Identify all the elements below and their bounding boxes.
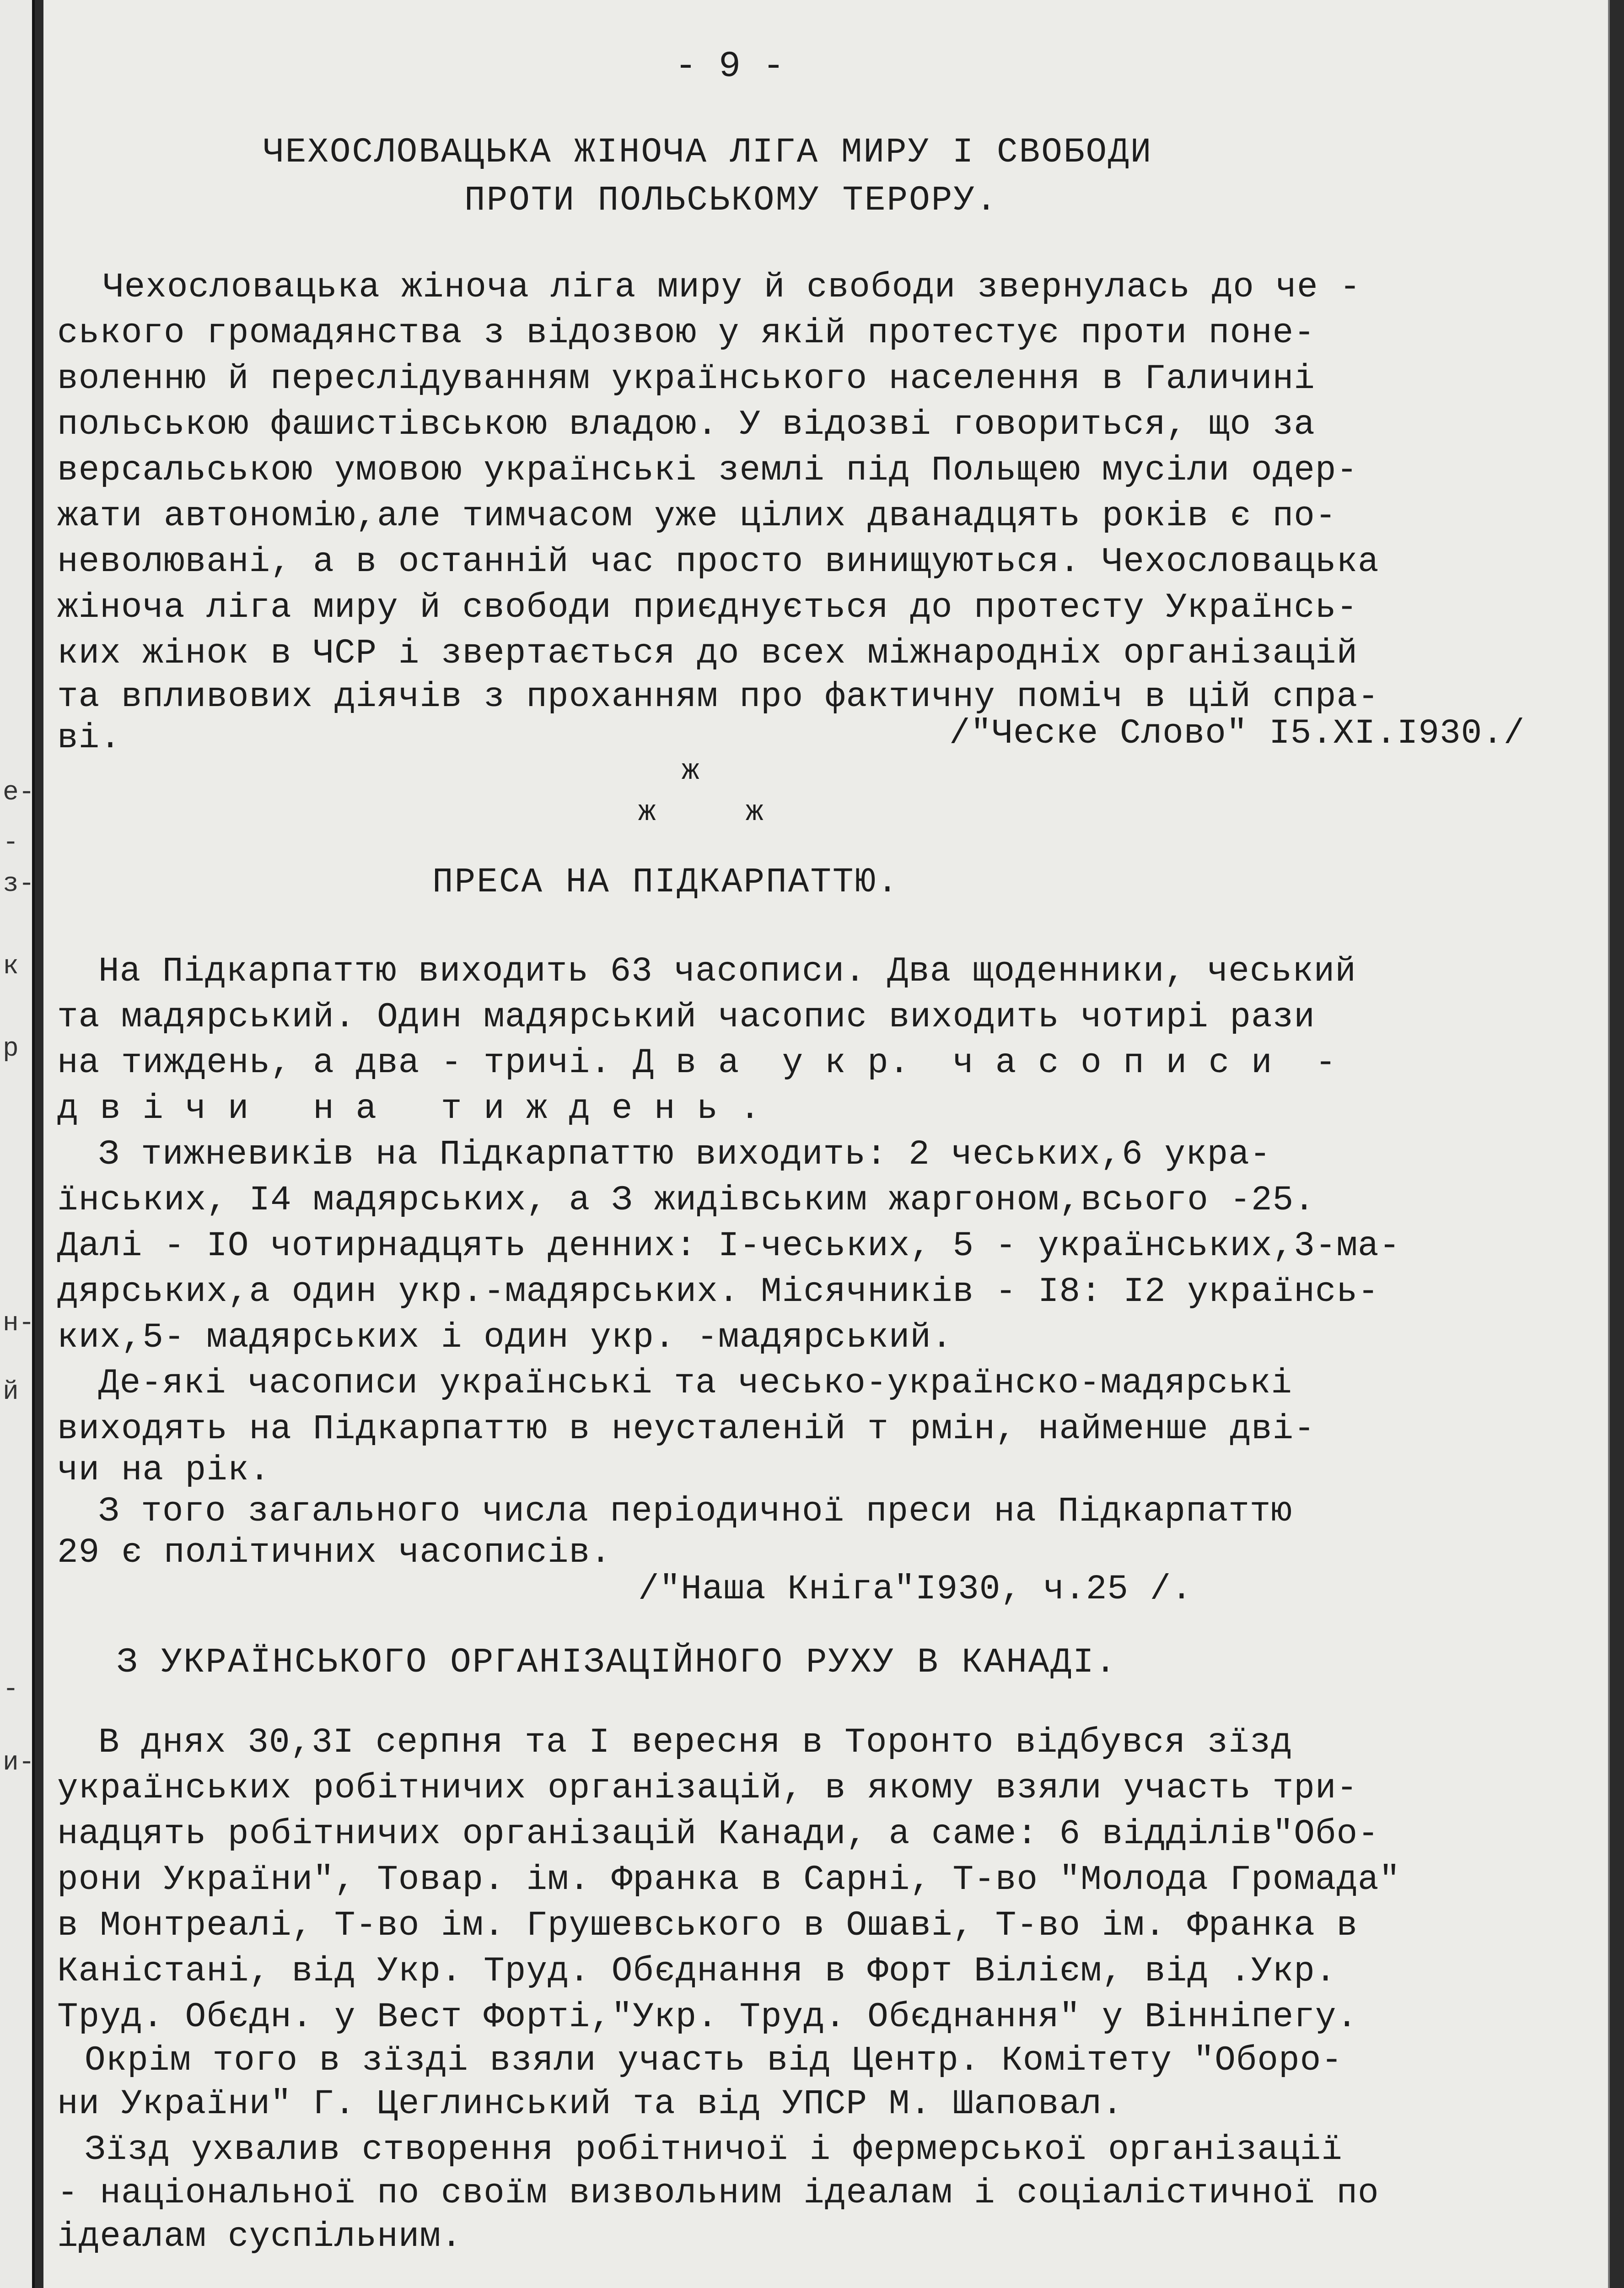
- body-line: жіноча ліга миру й свободи приєднується до протесту Українсь-: [57, 588, 1358, 627]
- body-line: На Підкарпаттю виходить 63 часописи. Два щоденники, чеський: [98, 952, 1356, 991]
- body-line: та мадярський. Один мадярський часопис виходить чотирі рази: [57, 998, 1315, 1037]
- body-line: ких,5- мадярських і один укр. -мадярський.: [57, 1318, 953, 1357]
- body-line: неволювані, а в останній час просто винищуються. Чехословацька: [57, 542, 1379, 582]
- margin-fragment: р: [3, 1034, 19, 1064]
- body-line: та впливових діячів з проханням про фактичну поміч в цій спра-: [57, 677, 1379, 717]
- margin-fragment: е-: [3, 778, 35, 808]
- body-line: в Монтреалі, Т-во ім. Грушевського в Ошаві, Т-во ім. Франка в: [57, 1906, 1358, 1945]
- body-line: Труд. Обєдн. у Вест Форті,"Укр. Труд. Обєднання" у Вінніпегу.: [57, 1997, 1358, 2037]
- body-line: ідеалам суспільним.: [57, 2217, 462, 2256]
- body-line: В днях 30,3I серпня та I вересня в Торонто відбувся зїзд: [98, 1723, 1293, 1762]
- separator-mark: ж: [682, 755, 699, 788]
- body-line: д в і ч и н а т и ж д е н ь .: [57, 1089, 761, 1128]
- body-line: 29 є політичних часописів.: [57, 1533, 612, 1572]
- source-citation: /"Наша Кніга"I930, ч.25 /.: [638, 1570, 1193, 1609]
- margin-fragment: -: [3, 828, 19, 858]
- margin-fragment: з-: [3, 869, 35, 899]
- body-line: ського громадянства з відозвою у якій протестує проти поне-: [57, 313, 1315, 353]
- section1-title-line2: ПРОТИ ПОЛЬСЬКОМУ ТЕРОРУ.: [464, 181, 998, 220]
- section1-title-line1: ЧЕХОСЛОВАЦЬКА ЖІНОЧА ЛІГА МИРУ І СВОБОДИ: [263, 133, 1153, 172]
- section2-title: ПРЕСА НА ПІДКАРПАТТЮ.: [432, 863, 899, 902]
- separator-mark: ж: [746, 796, 764, 829]
- body-line: - національної по своїм визвольним ідеалам і соціалістичної по: [57, 2174, 1379, 2213]
- body-line: польською фашистівською владою. У відозві говориться, що за: [57, 405, 1315, 444]
- body-line: ни України" Г. Цеглинський та від УПСР М. Шаповал.: [57, 2084, 1124, 2124]
- previous-page-edge: [0, 0, 35, 2288]
- body-line: рони України", Товар. ім. Франка в Сарні, Т-во "Молода Громада": [57, 1860, 1401, 1899]
- margin-fragment: й: [3, 1377, 19, 1407]
- margin-fragment: -: [3, 1675, 19, 1705]
- body-line: Окрім того в зїзді взяли участь від Центр. Комітету "Оборо-: [85, 2041, 1343, 2080]
- section3-title: З УКРАЇНСЬКОГО ОРГАНІЗАЦІЙНОГО РУХУ В КАНАДІ.: [117, 1643, 1118, 1682]
- margin-fragment: н-: [3, 1309, 35, 1338]
- body-line: З тижневиків на Підкарпаттю виходить: 2 чеських,6 укра-: [98, 1135, 1271, 1174]
- margin-fragment: к: [3, 952, 19, 982]
- page-number: - 9 -: [675, 46, 785, 87]
- body-line: воленню й переслідуванням українського населення в Галичині: [57, 359, 1315, 399]
- margin-fragment: и-: [3, 1748, 35, 1778]
- body-line: їнських, I4 мадярських, а З жидівським жаргоном,всього -25.: [57, 1181, 1315, 1220]
- body-line: З того загального числа періодичної преси на Підкарпаттю: [98, 1492, 1293, 1531]
- body-line: Чехословацька жіноча ліга миру й свободи звернулась до че -: [103, 268, 1361, 307]
- body-line: дярських,а один укр.-мадярських. Місячників - I8: I2 українсь-: [57, 1272, 1379, 1311]
- body-line: ві.: [57, 718, 121, 758]
- body-line: версальською умовою українські землі під Польщею мусіли одер-: [57, 451, 1358, 490]
- body-line: на тиждень, а два - тричі. Д в а у к р. ч а с о п и с и -: [57, 1043, 1337, 1083]
- body-line: Де-які часописи українські та чесько-українско-мадярські: [98, 1364, 1293, 1403]
- body-line: жати автономію,але тимчасом уже цілих дванадцять років є по-: [57, 496, 1337, 536]
- body-line: ких жінок в ЧСР і звертається до всех міжнародніх організацій: [57, 634, 1358, 673]
- source-citation: /"Ческе Слово" I5.XI.I930./: [949, 714, 1525, 753]
- body-line: виходять на Підкарпаттю в неусталеній т рмін, найменше дві-: [57, 1409, 1315, 1449]
- body-line: українських робітничих організацій, в якому взяли участь три-: [57, 1769, 1358, 1808]
- separator-mark: ж: [638, 796, 656, 829]
- body-line: Каністані, від Укр. Труд. Обєднання в Форт Вілієм, від .Укр.: [57, 1952, 1337, 1991]
- body-line: Зїзд ухвалив створення робітничої і фермерської організації: [85, 2130, 1343, 2169]
- body-line: чи на рік.: [57, 1451, 271, 1490]
- typewritten-page: [43, 0, 1610, 2288]
- body-line: Далі - IO чотирнадцять денних: I-чеських, 5 - українських,3-ма-: [57, 1226, 1401, 1266]
- body-line: надцять робітничих організацій Канади, а саме: 6 відділів"Обо-: [57, 1814, 1379, 1854]
